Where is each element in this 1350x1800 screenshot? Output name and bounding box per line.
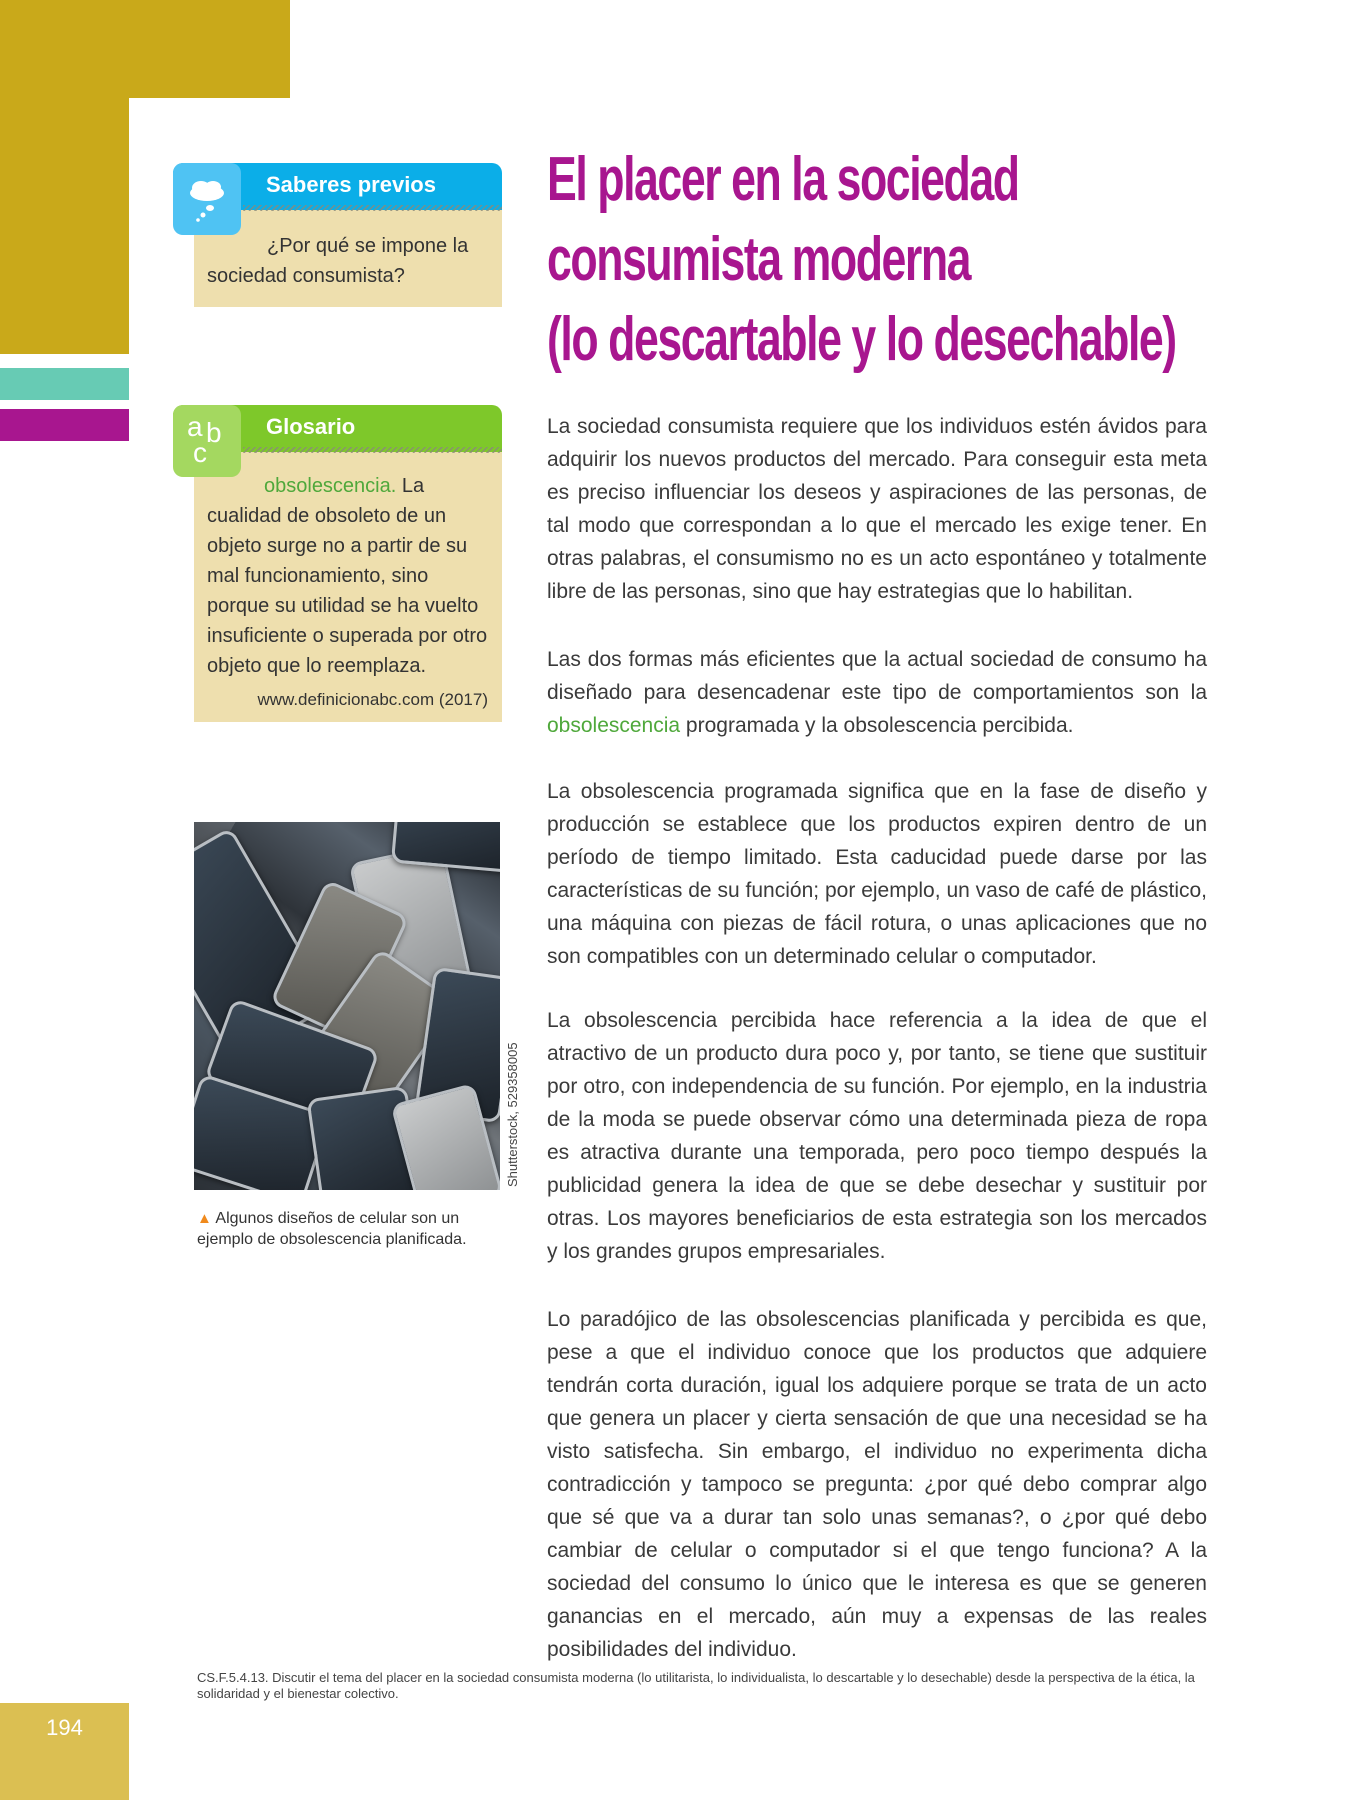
triangle-marker-icon: ▲: [197, 1210, 212, 1227]
thought-cloud-icon: [173, 163, 241, 235]
header-stripe: [243, 447, 502, 453]
glossary-definition-text: La cualidad de obsoleto de un objeto surge no a partir de su mal funcionamiento, sino porque su utilidad se ha vuelto insuficiente o superada por otro objeto que lo reemplaza.: [207, 475, 488, 677]
phones-photo: [194, 822, 500, 1190]
glosario-title: Glosario: [266, 414, 356, 439]
photo-credit: Shutterstock, 529358005: [505, 1042, 520, 1187]
glossary-term-highlight: obsolescencia: [547, 714, 681, 737]
page-number: 194: [46, 1715, 83, 1740]
glossary-source: www.definicionabc.com (2017): [257, 690, 488, 709]
saberes-previos-title: Saberes previos: [266, 172, 436, 197]
decorative-gold-side-block: [0, 0, 129, 354]
photo-caption-text: Algunos diseños de celular son un ejemplo de obsolescencia planificada.: [197, 1210, 467, 1248]
decorative-teal-bar: [0, 368, 129, 400]
curriculum-footnote: CS.F.5.4.13. Discutir el tema del placer en la sociedad consumista moderna (lo utilitarista, lo individualista, lo descartable y lo desechable) desde la perspectiva de la ética, la solidaridad y el bienestar colectivo.: [197, 1670, 1195, 1701]
photo-caption: [197, 1208, 517, 1250]
page-title-line: consumista moderna: [547, 225, 971, 294]
glossary-term: obsolescencia.: [264, 475, 397, 497]
page-title-line: (lo descartable y lo desechable): [547, 305, 1176, 374]
page-title: [547, 140, 1176, 380]
abc-icon-letter-c: c: [193, 437, 207, 468]
decorative-purple-bar: [0, 409, 129, 441]
article-paragraph-5: Lo paradójico de las obsolescencias planificada y percibida es que, pese a que el individuo conoce que los productos que adquiere tendrán corta duración, igual los adquiere porque se trata de un acto que genera un placer y cierta sensación de que una necesidad se ha visto satisfecha. Sin embargo, el individuo no experimenta dicha contradicción y tampoco se pregunta: ¿por qué debo comprar algo que sé que va a durar tan solo unas semanas?, o ¿por qué debo cambiar de celular o computador si el que tengo funciona? A la sociedad del consumo lo único que le interesa es que se generen ganancias en el mercado, aún muy a expensas de las reales posibilidades del individuo.: [547, 1308, 1207, 1661]
saberes-previos-box: [173, 163, 502, 307]
article-paragraph-4: La obsolescencia percibida hace referencia a la idea de que el atractivo de un producto dura poco y, por tanto, se tiene que sustituir por otro, con independencia de su función. Por ejemplo, en la industria de la moda se puede observar cómo una determinada pieza de ropa es atractiva durante una temporada, pero poco tiempo después la publicidad genera la idea de que se debe desechar y sustituir por otras. Los mayores beneficiarios de esta estrategia son los mercados y los grandes grupos empresariales.: [547, 1009, 1207, 1263]
abc-icon: [173, 405, 241, 477]
page-title-line: El placer en la sociedad: [547, 145, 1019, 214]
saberes-previos-question: ¿Por qué se impone la sociedad consumista?: [207, 235, 469, 287]
header-stripe: [243, 205, 502, 211]
paragraph-text: Las dos formas más eficientes que la actual sociedad de consumo ha diseñado para desencadenar este tipo de comportamientos son la: [547, 648, 1207, 704]
abc-icon-letter-b: b: [206, 417, 222, 448]
glosario-box: [173, 405, 502, 722]
glosario-definition: [207, 471, 488, 681]
article-paragraph-1: La sociedad consumista requiere que los individuos estén ávidos para adquirir los nuevos productos del mercado. Para conseguir esta meta es preciso influenciar los deseos y aspiraciones de las personas, de tal modo que correspondan a lo que el mercado les exige tener. En otras palabras, el consumismo no es un acto espontáneo y totalmente libre de las personas, sino que hay estrategias que lo habilitan.: [547, 415, 1207, 603]
paragraph-text: programada y la obsolescencia percibida.: [680, 714, 1074, 737]
article-paragraph-3: La obsolescencia programada significa que en la fase de diseño y producción se establece que los productos expiren dentro de un período de tiempo limitado. Esta caducidad puede darse por las características de su función; por ejemplo, un vaso de café de plástico, una máquina con piezas de fácil rotura, o unas aplicaciones que no son compatibles con un determinado celular o computador.: [547, 780, 1207, 968]
article-paragraph-2: [547, 643, 1207, 742]
abc-icon-letter-a: a: [187, 411, 203, 442]
